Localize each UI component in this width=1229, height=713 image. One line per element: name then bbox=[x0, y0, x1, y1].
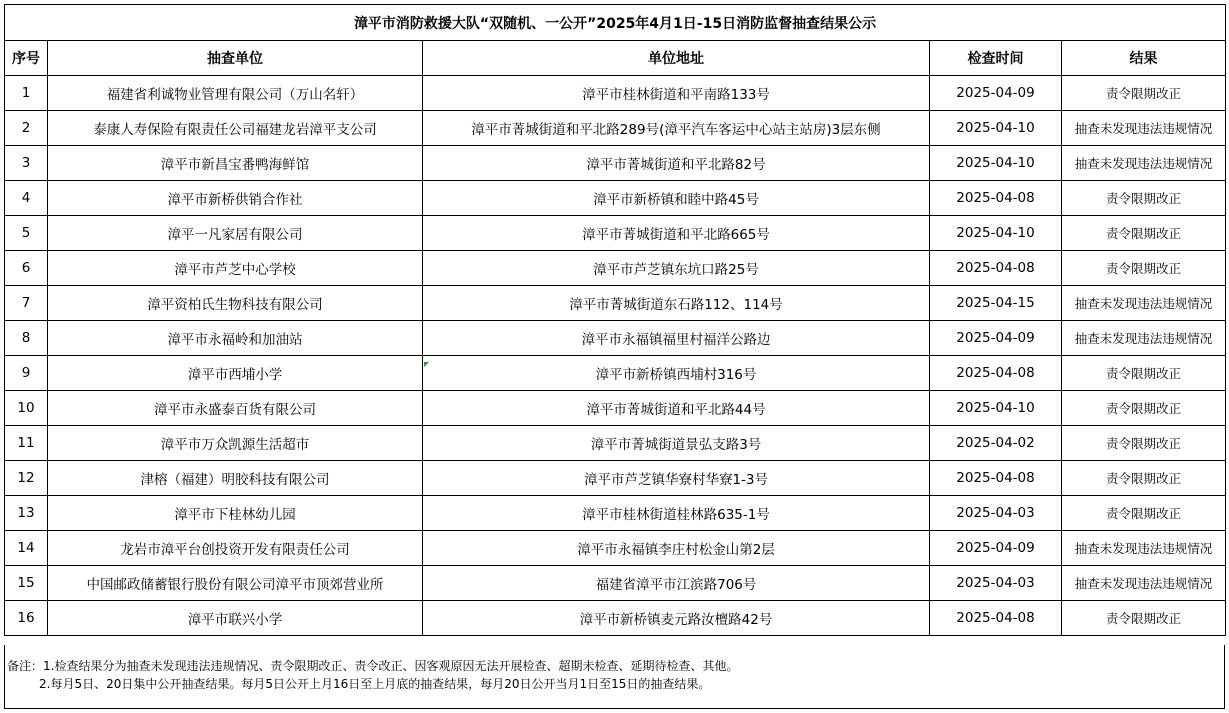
table-title[interactable]: 漳平市消防救援大队“双随机、一公开”2025年4月1日-15日消防监督抽查结果公示 bbox=[5, 5, 1226, 41]
cell-result[interactable]: 抽查未发现违法违规情况 bbox=[1062, 111, 1226, 146]
cell-comment-marker-icon bbox=[424, 362, 429, 367]
cell-no[interactable]: 9 bbox=[5, 356, 48, 391]
cell-address[interactable]: 漳平市菁城街道东石路112、114号 bbox=[423, 286, 930, 321]
table-row bbox=[5, 426, 1226, 461]
cell-result[interactable]: 责令限期改正 bbox=[1062, 496, 1226, 531]
cell-no[interactable]: 8 bbox=[5, 321, 48, 356]
cell-result[interactable]: 责令限期改正 bbox=[1062, 251, 1226, 286]
cell-result[interactable]: 抽查未发现违法违规情况 bbox=[1062, 531, 1226, 566]
cell-result[interactable]: 抽查未发现违法违规情况 bbox=[1062, 566, 1226, 601]
cell-address[interactable]: 漳平市新桥镇西埔村316号 bbox=[423, 356, 930, 391]
cell-date[interactable]: 2025-04-08 bbox=[930, 181, 1062, 216]
cell-address[interactable]: 漳平市芦芝镇东坑口路25号 bbox=[423, 251, 930, 286]
note-line-2: 2.每月5日、20日集中公开抽查结果。每月5日公开上月16日至上月底的抽查结果，每月20日公开当月1日至15日的抽查结果。 bbox=[39, 677, 711, 691]
cell-no[interactable]: 12 bbox=[5, 461, 48, 496]
title-row bbox=[5, 5, 1226, 41]
cell-unit[interactable]: 漳平市永盛泰百货有限公司 bbox=[48, 391, 423, 426]
inspection-results-table bbox=[4, 4, 1226, 636]
table-row bbox=[5, 531, 1226, 566]
cell-result[interactable]: 责令限期改正 bbox=[1062, 461, 1226, 496]
cell-address[interactable]: 福建省漳平市江滨路706号 bbox=[423, 566, 930, 601]
cell-unit[interactable]: 龙岩市漳平台创投资开发有限责任公司 bbox=[48, 531, 423, 566]
cell-date[interactable]: 2025-04-03 bbox=[930, 496, 1062, 531]
cell-unit[interactable]: 福建省利诚物业管理有限公司（万山名轩） bbox=[48, 76, 423, 111]
cell-address[interactable]: 漳平市永福镇福里村福洋公路边 bbox=[423, 321, 930, 356]
cell-unit[interactable]: 漳平资柏氏生物科技有限公司 bbox=[48, 286, 423, 321]
cell-no[interactable]: 4 bbox=[5, 181, 48, 216]
cell-unit[interactable]: 漳平市新昌宝番鸭海鲜馆 bbox=[48, 146, 423, 181]
table-row bbox=[5, 76, 1226, 111]
cell-no[interactable]: 14 bbox=[5, 531, 48, 566]
cell-date[interactable]: 2025-04-08 bbox=[930, 356, 1062, 391]
cell-date[interactable]: 2025-04-08 bbox=[930, 251, 1062, 286]
cell-date[interactable]: 2025-04-15 bbox=[930, 286, 1062, 321]
cell-no[interactable]: 13 bbox=[5, 496, 48, 531]
cell-no[interactable]: 6 bbox=[5, 251, 48, 286]
cell-address[interactable]: 漳平市菁城街道和平北路44号 bbox=[423, 391, 930, 426]
cell-address[interactable]: 漳平市桂林街道和平南路133号 bbox=[423, 76, 930, 111]
header-result[interactable]: 结果 bbox=[1062, 41, 1226, 76]
cell-address[interactable]: 漳平市菁城街道和平北路289号(漳平汽车客运中心站主站房)3层东侧 bbox=[423, 111, 930, 146]
cell-unit[interactable]: 漳平市新桥供销合作社 bbox=[48, 181, 423, 216]
cell-date[interactable]: 2025-04-08 bbox=[930, 601, 1062, 636]
cell-address[interactable]: 漳平市新桥镇麦元路汝檀路42号 bbox=[423, 601, 930, 636]
table-row bbox=[5, 461, 1226, 496]
header-address[interactable]: 单位地址 bbox=[423, 41, 930, 76]
cell-address[interactable]: 漳平市菁城街道和平北路82号 bbox=[423, 146, 930, 181]
cell-no[interactable]: 11 bbox=[5, 426, 48, 461]
cell-date[interactable]: 2025-04-08 bbox=[930, 461, 1062, 496]
cell-result[interactable]: 责令限期改正 bbox=[1062, 76, 1226, 111]
table-row bbox=[5, 496, 1226, 531]
cell-address[interactable]: 漳平市新桥镇和睦中路45号 bbox=[423, 181, 930, 216]
cell-no[interactable]: 1 bbox=[5, 76, 48, 111]
cell-result[interactable]: 责令限期改正 bbox=[1062, 426, 1226, 461]
header-row bbox=[5, 41, 1226, 76]
cell-date[interactable]: 2025-04-09 bbox=[930, 531, 1062, 566]
table-row bbox=[5, 146, 1226, 181]
cell-result[interactable]: 抽查未发现违法违规情况 bbox=[1062, 321, 1226, 356]
cell-date[interactable]: 2025-04-10 bbox=[930, 391, 1062, 426]
cell-no[interactable]: 7 bbox=[5, 286, 48, 321]
cell-no[interactable]: 15 bbox=[5, 566, 48, 601]
cell-date[interactable]: 2025-04-10 bbox=[930, 216, 1062, 251]
cell-unit[interactable]: 漳平一凡家居有限公司 bbox=[48, 216, 423, 251]
cell-result[interactable]: 抽查未发现违法违规情况 bbox=[1062, 146, 1226, 181]
table-row bbox=[5, 321, 1226, 356]
cell-no[interactable]: 3 bbox=[5, 146, 48, 181]
cell-unit[interactable]: 泰康人寿保险有限责任公司福建龙岩漳平支公司 bbox=[48, 111, 423, 146]
table-row bbox=[5, 216, 1226, 251]
cell-address[interactable]: 漳平市芦芝镇华寮村华寮1-3号 bbox=[423, 461, 930, 496]
cell-address[interactable]: 漳平市菁城街道景弘支路3号 bbox=[423, 426, 930, 461]
cell-unit[interactable]: 漳平市永福岭和加油站 bbox=[48, 321, 423, 356]
cell-unit[interactable]: 漳平市西埔小学 bbox=[48, 356, 423, 391]
cell-result[interactable]: 责令限期改正 bbox=[1062, 356, 1226, 391]
header-unit[interactable]: 抽查单位 bbox=[48, 41, 423, 76]
cell-address[interactable]: 漳平市桂林街道桂林路635-1号 bbox=[423, 496, 930, 531]
cell-unit[interactable]: 漳平市联兴小学 bbox=[48, 601, 423, 636]
table-row bbox=[5, 181, 1226, 216]
table-row bbox=[5, 391, 1226, 426]
table-row bbox=[5, 356, 1226, 391]
table-row bbox=[5, 251, 1226, 286]
cell-address[interactable]: 漳平市菁城街道和平北路665号 bbox=[423, 216, 930, 251]
cell-result[interactable]: 责令限期改正 bbox=[1062, 181, 1226, 216]
cell-unit[interactable]: 漳平市下桂林幼儿园 bbox=[48, 496, 423, 531]
cell-unit[interactable]: 漳平市芦芝中心学校 bbox=[48, 251, 423, 286]
header-date[interactable]: 检查时间 bbox=[930, 41, 1062, 76]
cell-unit[interactable]: 津榕（福建）明胶科技有限公司 bbox=[48, 461, 423, 496]
note-line-1: 备注：1.检查结果分为抽查未发现违法违规情况、责令限期改正、责令改正、因客观原因无法开展检查、超期未检查、延期待检查、其他。 bbox=[7, 659, 739, 673]
cell-unit[interactable]: 中国邮政储蓄银行股份有限公司漳平市顶郊营业所 bbox=[48, 566, 423, 601]
cell-date[interactable]: 2025-04-09 bbox=[930, 321, 1062, 356]
cell-result[interactable]: 责令限期改正 bbox=[1062, 391, 1226, 426]
cell-date[interactable]: 2025-04-10 bbox=[930, 146, 1062, 181]
cell-date[interactable]: 2025-04-10 bbox=[930, 111, 1062, 146]
cell-no[interactable]: 16 bbox=[5, 601, 48, 636]
table-row bbox=[5, 601, 1226, 636]
cell-date[interactable]: 2025-04-03 bbox=[930, 566, 1062, 601]
cell-no[interactable]: 10 bbox=[5, 391, 48, 426]
header-no[interactable]: 序号 bbox=[5, 41, 48, 76]
table-row bbox=[5, 286, 1226, 321]
table-row bbox=[5, 566, 1226, 601]
cell-date[interactable]: 2025-04-02 bbox=[930, 426, 1062, 461]
cell-unit[interactable]: 漳平市万众凯源生活超市 bbox=[48, 426, 423, 461]
cell-no[interactable]: 5 bbox=[5, 216, 48, 251]
cell-result[interactable]: 抽查未发现违法违规情况 bbox=[1062, 286, 1226, 321]
cell-no[interactable]: 2 bbox=[5, 111, 48, 146]
notes-cell[interactable] bbox=[4, 645, 1225, 709]
cell-address[interactable]: 漳平市永福镇李庄村松金山第2层 bbox=[423, 531, 930, 566]
cell-result[interactable]: 责令限期改正 bbox=[1062, 216, 1226, 251]
table-row bbox=[5, 111, 1226, 146]
cell-result[interactable]: 责令限期改正 bbox=[1062, 601, 1226, 636]
cell-date[interactable]: 2025-04-09 bbox=[930, 76, 1062, 111]
